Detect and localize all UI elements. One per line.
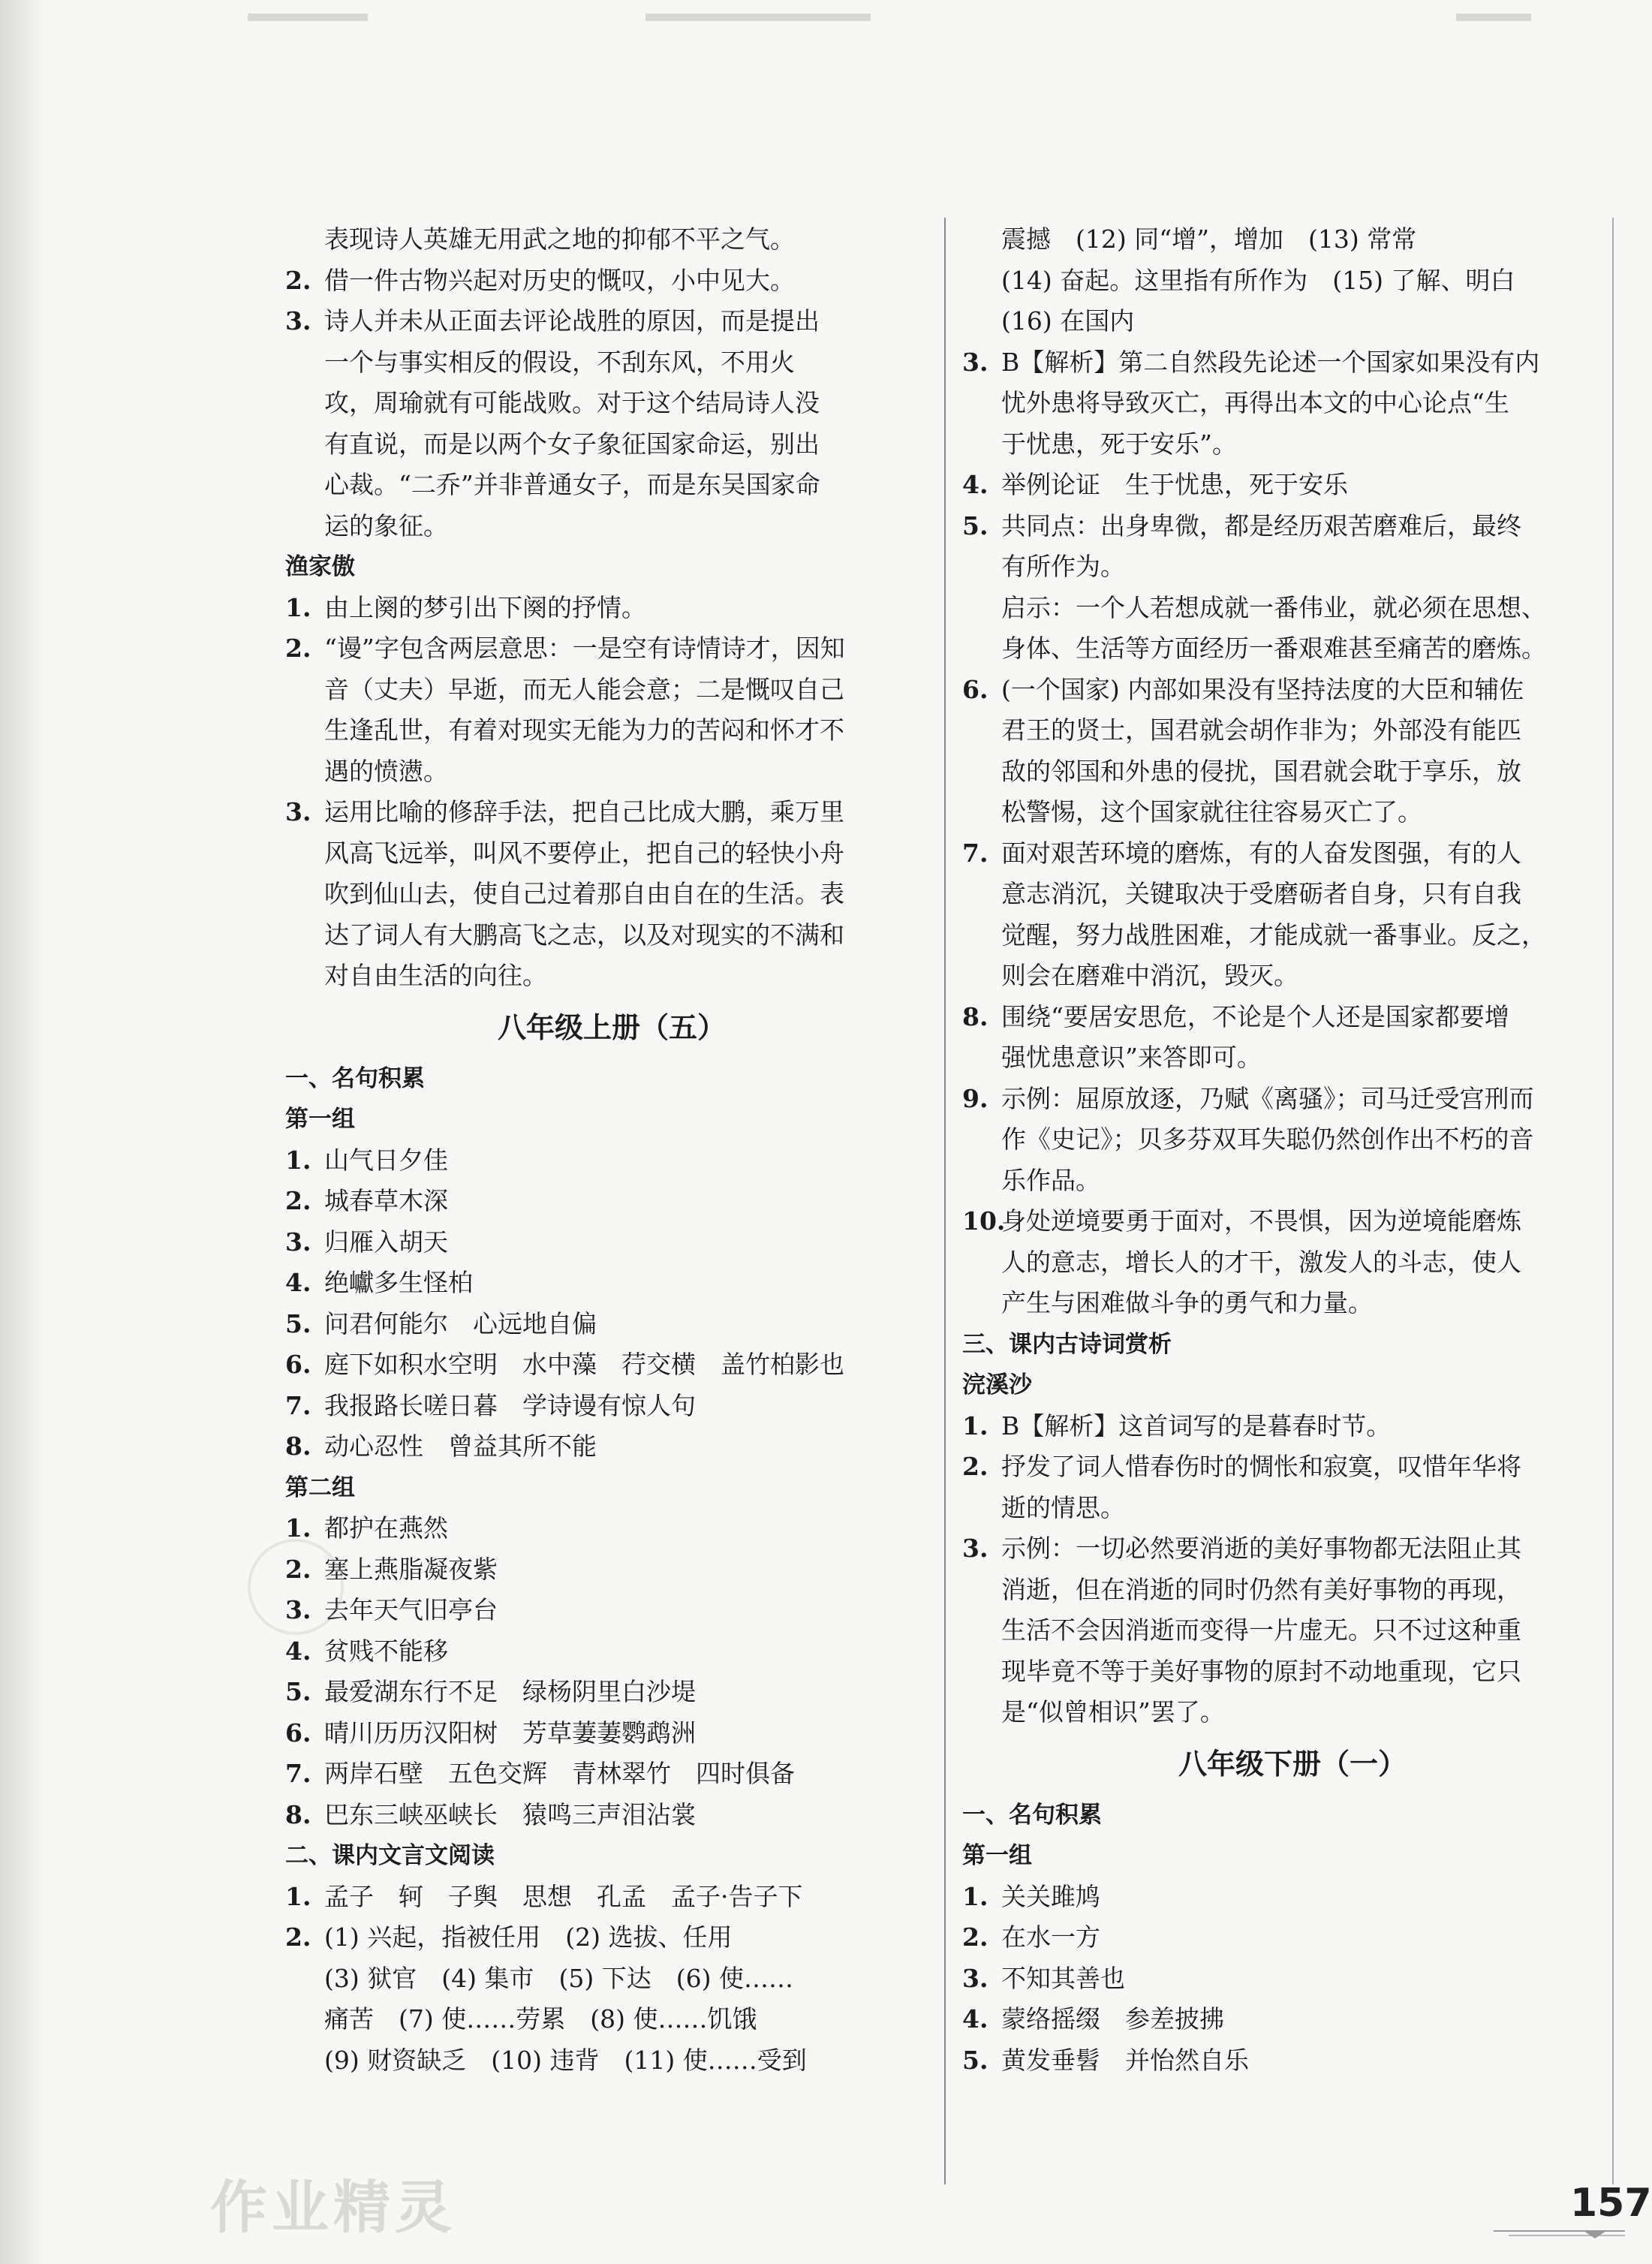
item-text: 面对艰苦环境的磨炼，有的人奋发图强，有的人 (1001, 838, 1521, 868)
answer-continuation: 君王的贤士，国君就会胡作非为；外部没有能匹 (1001, 715, 1521, 745)
page-number: 157 (1570, 2181, 1652, 2226)
item-number: 3. (285, 1227, 311, 1257)
answer-continuation: 一个与事实相反的假设，不刮东风，不用火 (324, 347, 795, 377)
section-heading: 三、课内古诗词赏析 (962, 1330, 1172, 1358)
item-text: 围绕“要居安思危，不论是个人还是国家都要增 (1001, 1001, 1509, 1031)
answer-item (962, 1999, 1623, 2040)
item-text: 归雁入胡天 (324, 1227, 448, 1257)
answer-continuation: 产生与困难做斗争的勇气和力量。 (1001, 1288, 1373, 1317)
answer-item (962, 342, 1623, 384)
answer-continuation: 是“似曾相识”罢了。 (1001, 1697, 1225, 1727)
item-text: 举例论证 生于忧患，死于安乐 (1001, 470, 1348, 499)
item-number: 1. (285, 1145, 311, 1175)
answer-continuation: 忧外患将导致灭亡，再得出本文的中心论点“生 (1001, 388, 1509, 417)
section-heading: 一、名句积累 (962, 1801, 1102, 1829)
item-text: 我报路长嗟日暮 学诗谩有惊人句 (324, 1390, 696, 1420)
item-text: 诗人并未从正面去评论战胜的原因，而是提出 (324, 306, 820, 336)
item-number: 4. (285, 1268, 311, 1297)
item-text: 运用比喻的修辞手法，把自己比成大鹏，乘万里 (324, 797, 844, 826)
item-text: 不知其善也 (1001, 1963, 1125, 1993)
item-number: 6. (285, 1718, 311, 1748)
answer-continuation: 觉醒，努力战胜困难，才能成就一番事业。反之， (1001, 920, 1546, 950)
answer-continuation: 生逢乱世，有着对现实无能为力的苦闷和怀才不 (324, 715, 844, 745)
answer-item (285, 1263, 938, 1304)
answer-continuation: (9) 财资缺乏 (10) 违背 (11) 使……受到 (324, 2045, 807, 2075)
faint-header-mark (1456, 14, 1531, 21)
section-heading: 第一组 (962, 1842, 1032, 1869)
answer-item (285, 1304, 938, 1345)
item-number: 7. (285, 1390, 311, 1420)
section-heading: 一、名句积累 (285, 1064, 425, 1092)
item-text: 在水一方 (1001, 1922, 1100, 1952)
faint-header-mark (645, 14, 871, 21)
answer-item (285, 1344, 938, 1386)
page-number-decoration (1494, 2228, 1625, 2238)
answer-item (962, 833, 1623, 875)
item-number: 9. (962, 1083, 988, 1113)
item-number: 4. (962, 2004, 988, 2034)
answer-item (962, 1079, 1623, 1120)
item-number: 3. (285, 306, 311, 336)
item-text: 问君何能尔 心远地自偏 (324, 1308, 597, 1338)
answer-item (962, 506, 1623, 547)
answer-continuation: 达了词人有大鹏高飞之志，以及对现实的不满和 (324, 920, 844, 950)
item-text: B【解析】这首词写的是暮春时节。 (1001, 1410, 1392, 1441)
item-text: 蒙络摇缀 参差披拂 (1001, 2004, 1224, 2034)
answer-item (285, 1713, 938, 1754)
item-number: 4. (962, 470, 988, 499)
answer-item (285, 588, 938, 629)
item-number: 2. (962, 1452, 988, 1481)
item-number: 6. (285, 1350, 311, 1379)
section-heading: 浣溪沙 (962, 1371, 1032, 1398)
answer-item (962, 1406, 1623, 1447)
item-number: 1. (962, 1881, 988, 1911)
item-text: 身处逆境要勇于面对，不畏惧，因为逆境能磨炼 (1001, 1206, 1521, 1236)
answer-continuation: (3) 狱官 (4) 集市 (5) 下达 (6) 使…… (324, 1963, 793, 1993)
answer-item (962, 1877, 1623, 1918)
item-number: 7. (962, 838, 988, 868)
item-number: 6. (962, 674, 988, 704)
item-text: 示例：一切必然要消逝的美好事物都无法阻止其 (1001, 1534, 1521, 1563)
item-number: 8. (285, 1799, 311, 1829)
item-text: 晴川历历汉阳树 芳草萋萋鹦鹉洲 (324, 1718, 696, 1748)
item-number: 3. (962, 1963, 988, 1993)
answer-continuation: 有直说，而是以两个女子象征国家命运，别出 (324, 429, 820, 459)
answer-item (285, 1386, 938, 1427)
item-text: 孟子 轲 子舆 思想 孔孟 孟子·告子下 (324, 1881, 803, 1911)
item-text: 关关雎鸠 (1001, 1881, 1100, 1911)
item-text: 巴东三峡巫峡长 猿鸣三声泪沾裳 (324, 1799, 696, 1829)
answer-continuation: 表现诗人英雄无用武之地的抑郁不平之气。 (324, 224, 795, 254)
section-heading: 二、课内文言文阅读 (285, 1842, 495, 1869)
section-title: 八年级上册（五） (497, 1010, 726, 1044)
item-number: 5. (962, 2045, 988, 2075)
answer-continuation: 意志消沉，关键取决于受磨砺者自身，只有自我 (1001, 879, 1521, 908)
item-text: 塞上燕脂凝夜紫 (324, 1554, 498, 1584)
item-text: 城春草木深 (324, 1186, 448, 1215)
answer-continuation: 启示：一个人若想成就一番伟业，就必须在思想、 (1001, 592, 1546, 622)
answer-continuation: 风高飞远举，叫风不要停止，把自己的轻快小舟 (324, 838, 844, 868)
section-heading: 渔家傲 (285, 553, 355, 580)
item-text: 绝巘多生怪柏 (324, 1268, 473, 1297)
answer-item (285, 628, 938, 670)
column-divider (944, 218, 946, 2184)
item-text: 贫贱不能移 (324, 1636, 448, 1666)
answer-item (285, 1508, 938, 1549)
answer-item (962, 997, 1623, 1038)
answer-item (962, 1447, 1623, 1488)
answer-continuation: 现毕竟不等于美好事物的原封不动地重现，它只 (1001, 1656, 1521, 1686)
answer-continuation: 吹到仙山去，使自己过着那自由自在的生活。表 (324, 879, 844, 908)
answer-continuation: 强忧患意识”来答即可。 (1001, 1043, 1262, 1072)
answer-continuation: 消逝，但在消逝的同时仍然有美好事物的再现， (1001, 1574, 1521, 1604)
answer-item (285, 1631, 938, 1672)
item-text: (一个国家) 内部如果没有坚持法度的大臣和辅佐 (1001, 674, 1524, 704)
answer-item (962, 1958, 1623, 2000)
answer-continuation: 震撼 (12) 同“增”，增加 (13) 常常 (1001, 224, 1417, 254)
answer-item (962, 2040, 1623, 2082)
faint-header-mark (248, 14, 368, 21)
item-text: 山气日夕佳 (324, 1145, 448, 1175)
item-text: 示例：屈原放逐，乃赋《离骚》；司马迁受宫刑而 (1001, 1083, 1534, 1113)
answer-item (285, 1754, 938, 1795)
item-text: 共同点：出身卑微，都是经历艰苦磨难后，最终 (1001, 510, 1521, 540)
answer-item (285, 260, 938, 302)
answer-continuation: 作《史记》；贝多芬双耳失聪仍然创作出不朽的音 (1001, 1124, 1534, 1154)
item-number: 2. (962, 1922, 988, 1952)
answer-item (962, 1528, 1623, 1570)
watermark-logo (248, 1539, 344, 1635)
answer-continuation: (14) 奋起。这里指有所作为 (15) 了解、明白 (1001, 265, 1515, 295)
answer-item (285, 1426, 938, 1468)
answer-continuation: 松警惕，这个国家就往往容易灭亡了。 (1001, 797, 1422, 826)
item-number: 1. (285, 592, 311, 622)
item-number: 3. (285, 797, 311, 826)
item-text: (1) 兴起，指被任用 (2) 选拔、任用 (324, 1922, 733, 1952)
item-number: 2. (285, 634, 311, 663)
page-edge-line (1612, 218, 1614, 2184)
watermark: 作业精灵 (210, 2174, 456, 2241)
item-text: 两岸石壁 五色交辉 青林翠竹 四时俱备 (324, 1759, 795, 1788)
answer-continuation: 心裁。“二乔”并非普通女子，而是东吴国家命 (324, 470, 820, 499)
item-number: 3. (285, 1595, 311, 1624)
answer-continuation: 人的意志，增长人的才干，激发人的斗志，使人 (1001, 1247, 1521, 1277)
section-heading: 第一组 (285, 1106, 355, 1133)
item-text: 都护在燕然 (324, 1513, 448, 1543)
item-number: 7. (285, 1759, 311, 1788)
item-number: 8. (962, 1001, 988, 1031)
item-number: 2. (285, 1186, 311, 1215)
answer-continuation: 生活不会因消逝而变得一片虚无。只不过这种重 (1001, 1615, 1521, 1645)
answer-continuation: 运的象征。 (324, 510, 448, 540)
answer-continuation: 则会在磨难中消沉，毁灭。 (1001, 961, 1298, 990)
item-number: 2. (285, 1554, 311, 1584)
answer-item (962, 670, 1623, 711)
answer-continuation: 敌的邻国和外患的侵扰，国君就会耽于享乐，放 (1001, 756, 1521, 786)
item-text: 黄发垂髫 并怡然自乐 (1001, 2045, 1249, 2075)
item-number: 2. (285, 265, 311, 295)
answer-continuation: 痛苦 (7) 使……劳累 (8) 使……饥饿 (324, 2004, 757, 2034)
item-text: 最爱湖东行不足 绿杨阴里白沙堤 (324, 1677, 696, 1706)
answer-continuation: 有所作为。 (1001, 552, 1125, 581)
answer-item (285, 1222, 938, 1263)
item-number: 1. (962, 1410, 988, 1441)
section-heading: 第二组 (285, 1474, 355, 1501)
item-text: 动心忍性 曾益其所不能 (324, 1432, 597, 1461)
answer-item (285, 301, 938, 342)
item-number: 3. (962, 347, 988, 377)
answer-item (285, 1917, 938, 1958)
item-text: B【解析】第二自然段先论述一个国家如果没有内 (1001, 347, 1540, 377)
page-shadow (0, 0, 45, 2264)
answer-continuation: 逝的情思。 (1001, 1492, 1125, 1522)
item-number: 3. (962, 1534, 988, 1563)
answer-item (962, 465, 1623, 506)
answer-item (962, 1917, 1623, 1958)
answer-item (285, 1590, 938, 1631)
item-number: 2. (285, 1922, 311, 1952)
item-text: 借一件古物兴起对历史的慨叹，小中见大。 (324, 265, 795, 295)
item-number: 1. (285, 1881, 311, 1911)
item-number: 4. (285, 1636, 311, 1666)
answer-continuation: 遇的愤懑。 (324, 756, 448, 786)
item-text: 庭下如积水空明 水中藻 荇交横 盖竹柏影也 (324, 1350, 844, 1379)
answer-continuation: 于忧患，死于安乐”。 (1001, 429, 1237, 459)
answer-item (962, 1201, 1623, 1242)
item-number: 5. (962, 510, 988, 540)
item-number: 5. (285, 1677, 311, 1706)
item-number: 8. (285, 1432, 311, 1461)
item-text: 由上阕的梦引出下阕的抒情。 (324, 592, 646, 622)
left-column (285, 219, 938, 2081)
answer-continuation: 音（丈夫）早逝，而无人能会意；二是慨叹自己 (324, 674, 844, 704)
item-number: 10. (962, 1206, 1006, 1236)
item-text: 抒发了词人惜春伤时的惆怅和寂寞，叹惜年华将 (1001, 1452, 1521, 1481)
answer-continuation: 乐作品。 (1001, 1165, 1100, 1195)
item-text: “谩”字包含两层意思：一是空有诗情诗才，因知 (324, 634, 845, 663)
answer-item (285, 1672, 938, 1713)
answer-item (285, 1549, 938, 1591)
answer-continuation: 身体、生活等方面经历一番艰难甚至痛苦的磨炼。 (1001, 634, 1546, 663)
answer-item (285, 1795, 938, 1836)
right-column (962, 219, 1623, 2081)
answer-item (285, 1140, 938, 1182)
item-number: 1. (285, 1513, 311, 1543)
section-title: 八年级下册（一） (1178, 1747, 1407, 1781)
answer-continuation: 攻，周瑜就有可能战败。对于这个结局诗人没 (324, 388, 820, 417)
answer-item (285, 1877, 938, 1918)
answer-item (285, 1181, 938, 1222)
answer-continuation: (16) 在国内 (1001, 306, 1135, 336)
item-text: 去年天气旧亭台 (324, 1595, 498, 1624)
item-number: 5. (285, 1308, 311, 1338)
answer-continuation: 对自由生活的向往。 (324, 961, 547, 990)
answer-item (285, 792, 938, 833)
